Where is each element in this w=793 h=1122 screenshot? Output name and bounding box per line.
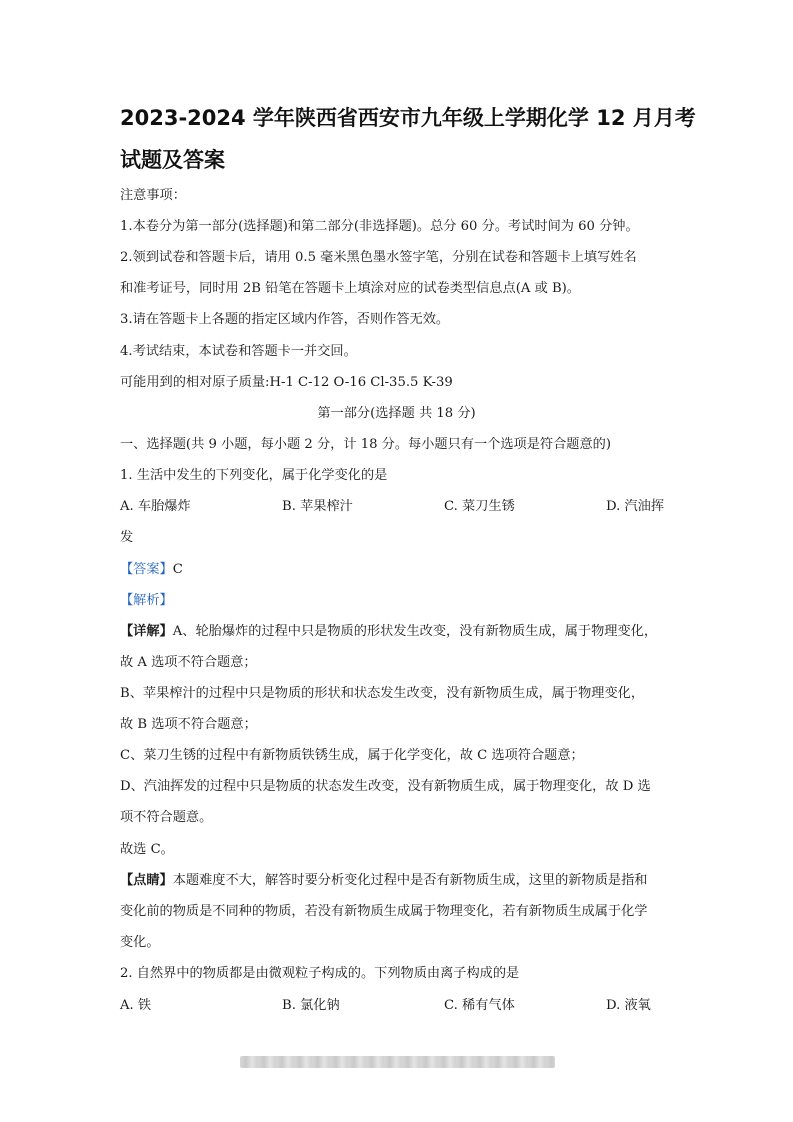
detail-line-8: 故选 C。 [120,842,174,857]
q2-option-a: A. 铁 [120,998,152,1013]
q1-option-c: C. 菜刀生锈 [444,499,515,514]
detail-text-1: A、轮胎爆炸的过程中只是物质的形状发生改变，没有新物质生成，属于物理变化， [172,624,658,639]
comment-text-1: 本题难度不大，解答时要分析变化过程中是否有新物质生成，这里的新物质是指和 [172,873,648,888]
q1-option-b: B. 苹果榨汁 [282,499,353,514]
comment-line-2: 变化前的物质是不同种的物质，若没有新物质生成属于物理变化，若有新物质生成属于化学 [120,904,648,919]
detail-line-5: C、菜刀生锈的过程中有新物质铁锈生成，属于化学变化，故 C 选项符合题意； [120,748,584,763]
q2-option-b: B. 氯化钠 [282,998,340,1013]
q1-option-d-cont: 发 [120,530,134,545]
q2-stem: 2. 自然界中的物质都是由微观粒子构成的。下列物质由离子构成的是 [120,966,520,981]
comment-line-1 [120,872,648,890]
answer-label: 【答案】 [120,562,173,577]
analysis-label: 【解析】 [120,593,173,608]
notice-heading: 注意事项： [120,188,186,203]
detail-line-1 [120,623,657,641]
q1-answer [120,561,183,579]
detail-line-7: 项不符合题意。 [120,810,213,825]
atomic-mass-line: 可能用到的相对原子质量:H-1 C-12 O-16 Cl-35.5 K-39 [120,375,453,390]
notice-item-1: 1.本卷分为第一部分(选择题)和第二部分(非选择题)。总分 60 分。考试时间为 60 分钟。 [120,219,639,234]
notice-item-3: 3.请在答题卡上各题的指定区域内作答，否则作答无效。 [120,312,450,327]
part1-heading: 第一部分(选择题 共 18 分) [317,406,476,421]
q1-stem: 1. 生活中发生的下列变化，属于化学变化的是 [120,468,388,483]
q2-option-c: C. 稀有气体 [444,998,515,1013]
detail-line-3: B、苹果榨汁的过程中只是物质的形状和状态发生改变，没有新物质生成，属于物理变化， [120,686,644,701]
detail-line-4: 故 B 选项不符合题意； [120,717,257,732]
section-1-heading: 一、选择题(共 9 小题，每小题 2 分，计 18 分。每小题只有一个选项是符合题意的) [120,437,611,452]
document-title-line-2: 试题及答案 [120,148,225,172]
document-title-line-1: 2023-2024 学年陕西省西安市九年级上学期化学 12 月月考 [120,106,696,130]
comment-label: 【点睛】 [120,873,173,888]
q1-option-d: D. 汽油挥 [606,499,665,514]
notice-item-2-cont: 和准考证号，同时用 2B 铅笔在答题卡上填涂对应的试卷类型信息点(A 或 B)。 [120,281,580,296]
q2-option-d: D. 液氧 [606,998,651,1013]
q1-option-a: A. 车胎爆炸 [120,499,191,514]
comment-line-3: 变化。 [120,935,160,950]
detail-line-6: D、汽油挥发的过程中只是物质的状态发生改变，没有新物质生成，属于物理变化，故 D 选 [120,779,651,794]
answer-value: C [172,562,183,577]
notice-item-2: 2.领到试卷和答题卡后，请用 0.5 毫米黑色墨水签字笔，分别在试卷和答题卡上填写姓名 [120,250,637,265]
notice-item-4: 4.考试结束，本试卷和答题卡一并交回。 [120,344,357,359]
detail-label: 【详解】 [120,624,173,639]
detail-line-2: 故 A 选项不符合题意； [120,655,257,670]
blurred-footer-watermark [240,1056,555,1068]
